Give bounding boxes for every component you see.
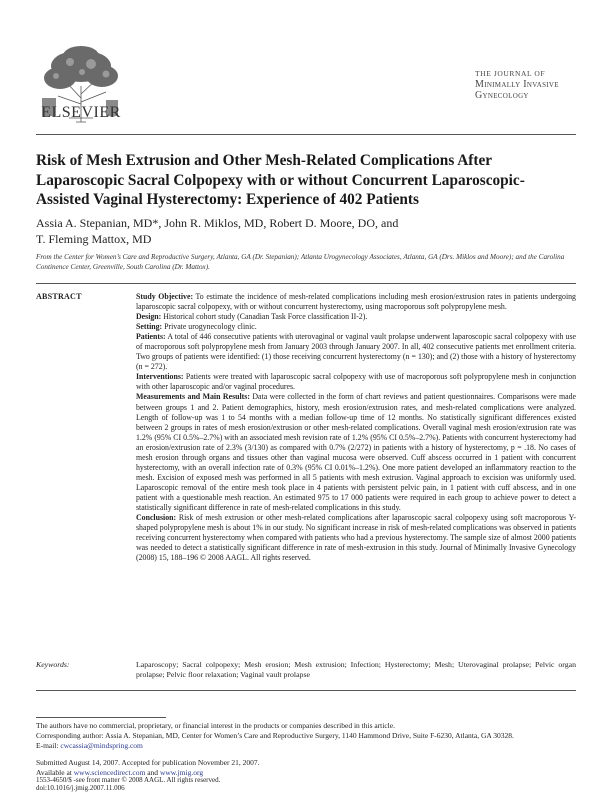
abstract-measurements-heading: Measurements and Main Results: xyxy=(136,392,250,402)
available-prefix: Available at xyxy=(36,768,72,777)
jmig-link[interactable]: www.jmig.org xyxy=(159,768,204,777)
author-affiliation: From the Center for Women’s Care and Reproductive Surgery, Atlanta, GA (Dr. Stepanian); Atlanta Urogynecology Associates, Atlanta, GA (Drs. Miklos and Moore); and the Carolina Continence Center, Greenville, South Carolina (Dr. Mattox). xyxy=(36,253,565,271)
abstract-interventions-heading: Interventions: xyxy=(136,372,184,382)
journal-name-line3: Gynecology xyxy=(475,90,529,101)
footnote-rule xyxy=(36,717,166,718)
email-link[interactable]: cwcassia@mindspring.com xyxy=(60,741,143,750)
abstract-interventions-text: Patients were treated with laparoscopic sacral colpopexy with use of macroporous soft polypropylene mesh in conjunction with other laparoscopic and/or vaginal procedures. xyxy=(136,372,576,392)
abstract-setting-text: Private urogynecology clinic. xyxy=(164,322,257,332)
header-rule xyxy=(36,134,576,135)
keywords-label: Keywords: xyxy=(36,660,70,669)
journal-name xyxy=(475,68,595,101)
corresponding-author: Corresponding author: Assia A. Stepanian, MD, Center for Women’s Care and Reproductive Surgery, 1140 Hammond Drive, Suite F-6230, Atlanta, GA 30328. xyxy=(36,731,514,740)
email-label: E-mail: xyxy=(36,741,59,750)
issn-line: 1553-4650/$ -see front matter © 2008 AAGL. All rights reserved. xyxy=(36,776,221,784)
journal-name-line2: Minimally Invasive xyxy=(475,79,559,90)
author-line-1: Assia A. Stepanian, MD*, John R. Miklos, MD, Robert D. Moore, DO, and xyxy=(36,216,399,230)
disclosure-note: The authors have no commercial, proprietary, or financial interest in the products or companies described in this article. xyxy=(36,721,395,730)
abstract-conclusion xyxy=(136,513,576,563)
publisher-name: ELSEVIER xyxy=(41,104,121,121)
submission-dates: Submitted August 14, 2007. Accepted for publication November 21, 2007. xyxy=(36,758,260,767)
abstract-label: ABSTRACT xyxy=(36,292,82,301)
author-list xyxy=(36,215,576,247)
abstract-setting xyxy=(136,322,576,332)
footnotes xyxy=(36,721,576,751)
abstract-design-heading: Design: xyxy=(136,312,162,322)
abstract-patients-heading: Patients: xyxy=(136,332,166,342)
abstract-design-text: Historical cohort study (Canadian Task Force classification II-2). xyxy=(163,312,368,322)
abstract-patients xyxy=(136,332,576,372)
doi-line: doi:10.1016/j.jmig.2007.11.006 xyxy=(36,784,125,792)
abstract-bottom-rule xyxy=(36,690,576,691)
author-line-2: T. Fleming Mattox, MD xyxy=(36,232,152,246)
abstract-top-rule xyxy=(36,283,576,284)
abstract-body xyxy=(136,292,576,563)
abstract-measurements xyxy=(136,392,576,513)
abstract-conclusion-text: Risk of mesh extrusion or other mesh-related complications after laparoscopic sacral colpopexy using soft macroporous Y-shaped polypropylene mesh is about 1% in our study. No significant increase in risk of mesh-related complications was observed in patients receiving concurrent hysterectomy when compared with patients who had a previous hysterectomy. The sample size of almost 2000 patients was needed to detect a statistically significant difference in rate of mesh-extrusion in this study. Journal of Minimally Invasive Gynecology (2008) 15, 188–196 © 2008 AAGL. All rights reserved. xyxy=(136,513,576,563)
journal-name-line1: THE JOURNAL OF xyxy=(475,69,546,78)
keywords-list: Laparoscopy; Sacral colpopexy; Mesh erosion; Mesh extrusion; Infection; Hysterectomy; Mesh; Uterovaginal prolapse; Pelvic organ prolapse; Pelvic floor relaxation; Vaginal vault prolapse xyxy=(136,660,576,680)
abstract-design xyxy=(136,312,576,322)
abstract-patients-text: A total of 446 consecutive patients with uterovaginal or vaginal vault prolapse underwent laparoscopic sacral colpopexy with use of macroporous soft polypropylene mesh from January 2003 through January 2007. In all, 402 consecutive patients met enrollment criteria. Two groups of patients were identified: (1) those receiving concurrent hysterectomy (n = 130); and (2) those with a history of hysterectomy (n = 272). xyxy=(136,332,577,372)
available-and: and xyxy=(147,768,159,777)
article-title: Risk of Mesh Extrusion and Other Mesh-Related Complications After Laparoscopic Sacral Colpopexy with or without Concurrent Laparoscopic-Assisted Vaginal Hysterectomy: Experience of 402 Patients xyxy=(36,152,525,209)
abstract-conclusion-heading: Conclusion: xyxy=(136,513,177,523)
sciencedirect-link[interactable]: www.sciencedirect.com xyxy=(73,768,146,777)
abstract-interventions xyxy=(136,372,576,392)
abstract-measurements-text: Data were collected in the form of chart reviews and patient questionnaires. Comparisons were made between groups 1 and 2. Patient demographics, history, mesh erosion/extrusion rates, and mesh-related complications were analyzed. Length of follow-up was 1 to 54 months with a median follow-up time of 12 months. No statistically significant differences existed between 2 groups in rates of mesh erosion/extrusion or other mesh-related complications. Overall vaginal mesh erosion/extrusion rate was 1.2% (95% CI 0.5%–2.7%) with an associated mesh revision rate of 1.2% (95% CI 0.5%–2.7%). Patients with concurrent hysterectomy had an erosion/extrusion rate of 2.3% (3/130) as compared with 0.7% (2/272) in patients with a history of hysterectomy, p = .18. No cases of mesh erosion through organs and tissues other than vaginal mucosa were observed. Cuff abscess occurred in 1 patient with concurrent hysterectomy, with an overall infection rate of 0.3% (95% CI 0.01%–1.2%). One more patient developed an inflammatory reaction to the mesh. Excision of exposed mesh was performed in all 5 patients with mesh extrusion. Vaginal approach to excision was uniformly used. Laparoscopic removal of the entire mesh took place in 4 patients with persistent pelvic pain, in 1 patient with cuff abscess, and in one patient with a questionable mesh reaction. An estimated 975 to 17 000 patients were required in each group to achieve power to detect a statistically significant difference in rate of mesh-related complications in this study. xyxy=(136,392,577,512)
abstract-objective-text: To estimate the incidence of mesh-related complications including mesh erosion/extrusion rates in patients undergoing laparoscopic sacral colpopexy, with or without concurrent hysterectomy, using macroporous soft polypropylene mesh. xyxy=(136,292,576,312)
abstract-setting-heading: Setting: xyxy=(136,322,163,332)
abstract-objective-heading: Study Objective: xyxy=(136,292,194,301)
email-line xyxy=(36,741,576,751)
copyright-block xyxy=(36,776,576,792)
abstract-objective xyxy=(136,292,576,312)
publication-history xyxy=(36,758,576,778)
